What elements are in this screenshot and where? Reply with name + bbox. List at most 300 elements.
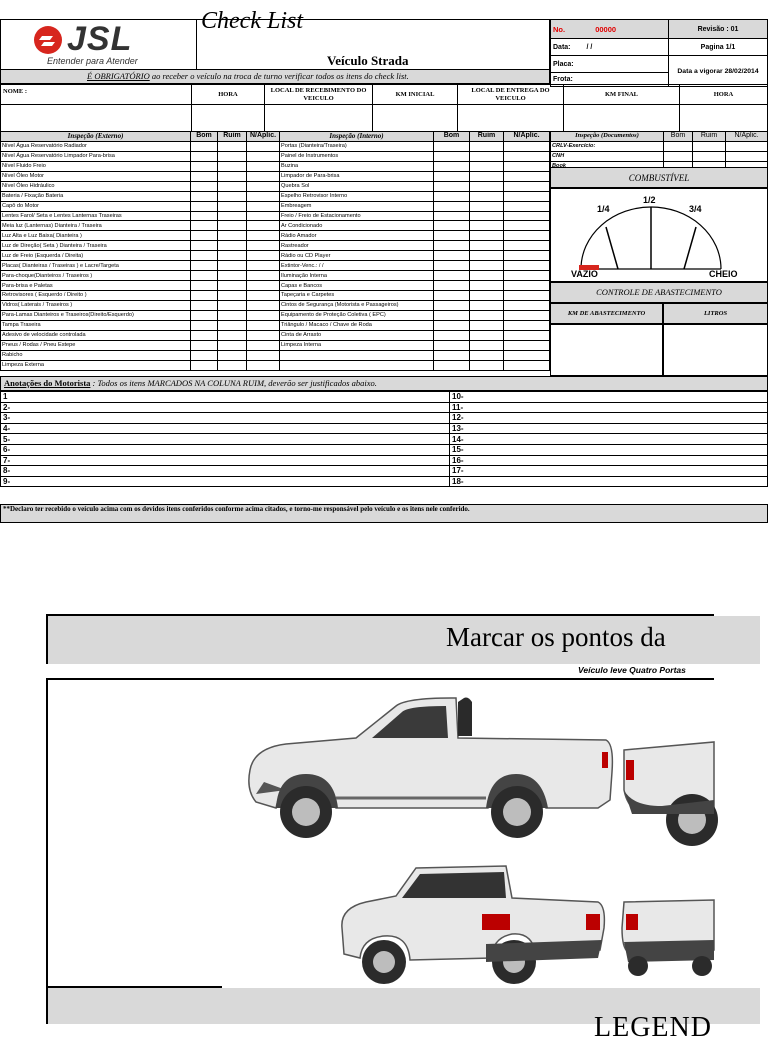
inspection-row	[1, 330, 550, 340]
anotacao-left-line[interactable]: 5-	[1, 434, 450, 445]
interno-item-label: Rádio Amador	[280, 231, 434, 241]
interno-bom-cell[interactable]	[434, 241, 470, 251]
vehicle-rear-view-illustration	[618, 888, 714, 978]
vehicle-three-quarter-illustration	[336, 858, 608, 988]
externo-naplic-cell[interactable]	[247, 161, 280, 171]
inspection-row	[1, 320, 550, 330]
externo-naplic-cell[interactable]	[247, 320, 280, 330]
externo-naplic-cell[interactable]	[247, 151, 280, 161]
fuel-empty-label: VAZIO	[571, 269, 598, 279]
externo-naplic-cell[interactable]	[247, 251, 280, 261]
externo-ruim-cell[interactable]	[218, 151, 247, 161]
anotacao-left-line[interactable]: 2-	[1, 402, 450, 413]
externo-bom-cell[interactable]	[191, 261, 218, 271]
externo-bom-cell[interactable]	[191, 211, 218, 221]
interno-ruim-cell[interactable]	[470, 291, 504, 301]
interno-bom-cell[interactable]	[434, 340, 470, 350]
interno-ruim-cell[interactable]	[470, 231, 504, 241]
anotacao-row	[1, 402, 768, 413]
interno-naplic-cell[interactable]	[504, 340, 550, 350]
externo-ruim-cell[interactable]	[218, 350, 247, 360]
externo-bom-cell[interactable]	[191, 171, 218, 181]
ruim-header-2: Ruim	[470, 132, 504, 142]
fuel-three-quarter-label: 3/4	[689, 204, 702, 214]
externo-naplic-cell[interactable]	[247, 171, 280, 181]
anotacao-right-line[interactable]: 12-	[450, 413, 768, 424]
externo-bom-cell[interactable]	[191, 340, 218, 350]
interno-naplic-cell[interactable]	[504, 320, 550, 330]
externo-naplic-cell[interactable]	[247, 221, 280, 231]
externo-bom-cell[interactable]	[191, 151, 218, 161]
km-abastecimento-field[interactable]	[550, 324, 663, 376]
interno-naplic-cell[interactable]	[504, 211, 550, 221]
externo-item-label: Placas( Dianteiras / Traseiras ) e Lacre/Targeta	[1, 261, 191, 271]
page2-title: Marcar os pontos da	[446, 622, 666, 652]
interno-ruim-cell[interactable]	[470, 320, 504, 330]
externo-bom-cell[interactable]	[191, 350, 218, 360]
documento-row	[551, 141, 768, 151]
anotacao-right-line[interactable]: 16-	[450, 455, 768, 466]
externo-ruim-cell[interactable]	[218, 241, 247, 251]
externo-item-label: Capô do Motor	[1, 201, 191, 211]
externo-ruim-cell[interactable]	[218, 330, 247, 340]
legend-bar	[48, 988, 760, 1043]
interno-item-label: Freio / Freio de Estacionamento	[280, 211, 434, 221]
externo-ruim-cell[interactable]	[218, 271, 247, 281]
interno-naplic-cell[interactable]	[504, 330, 550, 340]
externo-item-label: Meia luz (Lanternas) Dianteira / Traseira	[1, 221, 191, 231]
interno-bom-cell[interactable]	[434, 181, 470, 191]
anotacao-row	[1, 444, 768, 455]
externo-bom-cell[interactable]	[191, 271, 218, 281]
anotacao-right-line[interactable]: 17-	[450, 466, 768, 477]
inspection-row	[1, 251, 550, 261]
inspection-row	[1, 281, 550, 291]
interno-bom-cell[interactable]	[434, 221, 470, 231]
interno-ruim-cell[interactable]	[470, 221, 504, 231]
externo-bom-cell[interactable]	[191, 181, 218, 191]
anotacao-right-line[interactable]: 15-	[450, 444, 768, 455]
anotacao-right-line[interactable]: 10-	[450, 392, 768, 403]
fuel-half-label: 1/2	[643, 195, 656, 205]
interno-ruim-cell[interactable]	[470, 141, 504, 151]
interno-ruim-cell[interactable]	[470, 241, 504, 251]
info-table	[0, 84, 768, 132]
interno-bom-cell[interactable]	[434, 281, 470, 291]
fuel-gauge	[550, 188, 768, 282]
interno-ruim-cell[interactable]	[470, 181, 504, 191]
interno-bom-cell[interactable]	[434, 360, 470, 370]
externo-naplic-cell[interactable]	[247, 291, 280, 301]
naplic-header-2: N/Aplic.	[504, 132, 550, 142]
interno-item-label: Cinta de Arrasto	[280, 330, 434, 340]
interno-header: Inspeção (Interno)	[280, 132, 434, 142]
interno-ruim-cell[interactable]	[470, 251, 504, 261]
externo-item-label: Nível Óleo Motor	[1, 171, 191, 181]
title-box	[196, 8, 550, 69]
km-inicial-header: KM INICIAL	[373, 85, 458, 105]
anotacoes-label: Anotações do Motorista	[4, 378, 91, 388]
page2-subtitle: Veículo leve Quatro Portas	[578, 665, 686, 675]
interno-naplic-cell[interactable]	[504, 161, 550, 171]
externo-bom-cell[interactable]	[191, 291, 218, 301]
interno-bom-cell[interactable]	[434, 171, 470, 181]
km-final-field[interactable]	[564, 105, 680, 132]
externo-naplic-cell[interactable]	[247, 211, 280, 221]
interno-ruim-cell[interactable]	[470, 350, 504, 360]
interno-naplic-cell[interactable]	[504, 271, 550, 281]
interno-ruim-cell[interactable]	[470, 161, 504, 171]
externo-ruim-cell[interactable]	[218, 310, 247, 320]
nome-label: NOME :	[1, 85, 192, 105]
externo-item-label: Tampa Traseira	[1, 320, 191, 330]
interno-naplic-cell[interactable]	[504, 191, 550, 201]
externo-naplic-cell[interactable]	[247, 281, 280, 291]
interno-bom-cell[interactable]	[434, 201, 470, 211]
hora-field[interactable]	[192, 105, 265, 132]
interno-bom-cell[interactable]	[434, 141, 470, 151]
interno-item-label: Espelho Retrovisor Interno	[280, 191, 434, 201]
nome-field[interactable]	[1, 105, 192, 132]
interno-item-label	[280, 350, 434, 360]
externo-ruim-cell[interactable]	[218, 201, 247, 211]
hora-header: HORA	[192, 85, 265, 105]
km-inicial-field[interactable]	[373, 105, 458, 132]
interno-item-label: Quebra Sol	[280, 181, 434, 191]
externo-ruim-cell[interactable]	[218, 231, 247, 241]
hora-final-field[interactable]	[680, 105, 768, 132]
inspection-row	[1, 310, 550, 320]
interno-naplic-cell[interactable]	[504, 261, 550, 271]
inspection-table	[0, 131, 550, 371]
anotacao-left-line[interactable]: 9-	[1, 476, 450, 487]
inspection-row	[1, 360, 550, 370]
anotacao-left-line[interactable]: 4-	[1, 423, 450, 434]
interno-bom-cell[interactable]	[434, 191, 470, 201]
anotacao-left-line[interactable]: 3-	[1, 413, 450, 424]
externo-item-label: Nível Água Reservatório Limpador Para-brisa	[1, 151, 191, 161]
externo-item-label: Retrovisores ( Esquerdo / Direito )	[1, 291, 191, 301]
externo-item-label: Bateria / Fixação Bateria	[1, 191, 191, 201]
interno-naplic-cell[interactable]	[504, 281, 550, 291]
anotacao-right-line[interactable]: 14-	[450, 434, 768, 445]
documento-item-label: CRLV-Exercício:	[551, 141, 664, 151]
externo-ruim-cell[interactable]	[218, 191, 247, 201]
interno-naplic-cell[interactable]	[504, 181, 550, 191]
externo-item-label: Para-Lamas Dianteiros e Traseiros(Direito/Esquerdo)	[1, 310, 191, 320]
inspection-row	[1, 291, 550, 301]
inspection-row	[1, 261, 550, 271]
anotacao-row	[1, 392, 768, 403]
interno-naplic-cell[interactable]	[504, 141, 550, 151]
externo-ruim-cell[interactable]	[218, 211, 247, 221]
externo-item-label: Nível Água Reservatório Radiador	[1, 141, 191, 151]
frota-label[interactable]: Frota:	[551, 73, 669, 87]
interno-item-label	[280, 360, 434, 370]
litros-field[interactable]	[663, 324, 768, 376]
data-value[interactable]: / /	[586, 43, 593, 51]
doc-bom-header: Bom	[664, 132, 693, 142]
externo-ruim-cell[interactable]	[218, 141, 247, 151]
local-recebimento-field[interactable]	[265, 105, 373, 132]
placa-label[interactable]: Placa:	[551, 56, 669, 73]
anotacao-row	[1, 455, 768, 466]
documento-bom-cell[interactable]	[664, 151, 693, 161]
anotacao-right-line[interactable]: 11-	[450, 402, 768, 413]
local-entrega-field[interactable]	[458, 105, 564, 132]
interno-ruim-cell[interactable]	[470, 360, 504, 370]
interno-naplic-cell[interactable]	[504, 251, 550, 261]
interno-item-label: Rastreador	[280, 241, 434, 251]
externo-bom-cell[interactable]	[191, 221, 218, 231]
externo-naplic-cell[interactable]	[247, 191, 280, 201]
anotacao-left-line[interactable]: 6-	[1, 444, 450, 455]
anotacao-right-line[interactable]: 18-	[450, 476, 768, 487]
anotacao-row	[1, 423, 768, 434]
vehicle-title: Veículo Strada	[327, 53, 409, 68]
externo-bom-cell[interactable]	[191, 141, 218, 151]
page2-title-bar	[46, 616, 760, 664]
externo-naplic-cell[interactable]	[247, 141, 280, 151]
interno-ruim-cell[interactable]	[470, 300, 504, 310]
anotacoes-table	[0, 391, 768, 487]
interno-bom-cell[interactable]	[434, 330, 470, 340]
externo-ruim-cell[interactable]	[218, 171, 247, 181]
inspection-row	[1, 350, 550, 360]
externo-bom-cell[interactable]	[191, 191, 218, 201]
inspection-row	[1, 171, 550, 181]
externo-naplic-cell[interactable]	[247, 181, 280, 191]
inspection-row	[1, 340, 550, 350]
externo-item-label: Nível Óleo Hidráulico	[1, 181, 191, 191]
externo-ruim-cell[interactable]	[218, 261, 247, 271]
anotacoes-bar	[0, 376, 768, 391]
externo-bom-cell[interactable]	[191, 360, 218, 370]
interno-naplic-cell[interactable]	[504, 171, 550, 181]
interno-bom-cell[interactable]	[434, 300, 470, 310]
externo-item-label: Adesivo de velocidade controlada	[1, 330, 191, 340]
interno-item-label: Extintor-Venc.: / /	[280, 261, 434, 271]
interno-bom-cell[interactable]	[434, 271, 470, 281]
interno-ruim-cell[interactable]	[470, 330, 504, 340]
externo-naplic-cell[interactable]	[247, 360, 280, 370]
externo-ruim-cell[interactable]	[218, 251, 247, 261]
interno-bom-cell[interactable]	[434, 310, 470, 320]
page-title: Check List	[201, 8, 303, 34]
anotacao-right-line[interactable]: 13-	[450, 423, 768, 434]
externo-bom-cell[interactable]	[191, 201, 218, 211]
interno-bom-cell[interactable]	[434, 211, 470, 221]
naplic-header: N/Aplic.	[247, 132, 280, 142]
documento-naplic-cell[interactable]	[726, 151, 768, 161]
externo-header: Inspeção (Externo)	[1, 132, 191, 142]
notice-obrig: É OBRIGATÓRIO	[87, 71, 150, 81]
externo-ruim-cell[interactable]	[218, 320, 247, 330]
legend-title: LEGEND	[594, 1012, 712, 1043]
interno-bom-cell[interactable]	[434, 161, 470, 171]
interno-item-label: Painel de Instrumentos	[280, 151, 434, 161]
externo-naplic-cell[interactable]	[247, 271, 280, 281]
interno-naplic-cell[interactable]	[504, 221, 550, 231]
no-label: No.	[553, 24, 566, 34]
inspection-row	[1, 271, 550, 281]
interno-ruim-cell[interactable]	[470, 271, 504, 281]
notice-bar	[0, 69, 550, 84]
externo-bom-cell[interactable]	[191, 241, 218, 251]
doc-naplic-header: N/Aplic.	[726, 132, 768, 142]
data-vigorar: Data a vigorar 28/02/2014	[669, 56, 768, 87]
interno-ruim-cell[interactable]	[470, 261, 504, 271]
inspection-row	[1, 181, 550, 191]
externo-naplic-cell[interactable]	[247, 261, 280, 271]
documentos-table	[550, 131, 768, 172]
interno-item-label: Embreagem	[280, 201, 434, 211]
documento-ruim-cell[interactable]	[693, 141, 726, 151]
anotacao-left-line[interactable]: 8-	[1, 466, 450, 477]
externo-naplic-cell[interactable]	[247, 241, 280, 251]
interno-naplic-cell[interactable]	[504, 231, 550, 241]
interno-bom-cell[interactable]	[434, 151, 470, 161]
interno-bom-cell[interactable]	[434, 350, 470, 360]
interno-ruim-cell[interactable]	[470, 151, 504, 161]
externo-item-label: Lentes Farol/ Seta e Lentes Lanternas Traseiras	[1, 211, 191, 221]
declaracao-text: **Declaro ter recebido o veículo acima com os devidos itens conferidos conforme acima citados, e torno-me responsável pelo veículo e os itens nele conferido.	[3, 505, 470, 513]
interno-naplic-cell[interactable]	[504, 360, 550, 370]
interno-ruim-cell[interactable]	[470, 201, 504, 211]
externo-naplic-cell[interactable]	[247, 340, 280, 350]
externo-bom-cell[interactable]	[191, 320, 218, 330]
externo-ruim-cell[interactable]	[218, 181, 247, 191]
externo-ruim-cell[interactable]	[218, 300, 247, 310]
anotacao-row	[1, 413, 768, 424]
inspection-row	[1, 300, 550, 310]
anotacao-left-line[interactable]: 7-	[1, 455, 450, 466]
interno-item-label: Equipamento de Proteção Coletiva ( EPC)	[280, 310, 434, 320]
combustivel-header: COMBUSTÍVEL	[550, 167, 768, 188]
externo-ruim-cell[interactable]	[218, 281, 247, 291]
documento-naplic-cell[interactable]	[726, 141, 768, 151]
interno-bom-cell[interactable]	[434, 261, 470, 271]
interno-bom-cell[interactable]	[434, 320, 470, 330]
km-abastecimento-header: KM DE ABASTECIMENTO	[550, 303, 663, 324]
documento-bom-cell[interactable]	[664, 141, 693, 151]
externo-item-label: Para-choque(Dianteiros / Traseiros )	[1, 271, 191, 281]
inspection-row	[1, 191, 550, 201]
interno-naplic-cell[interactable]	[504, 151, 550, 161]
documento-item-label: CNH	[551, 151, 664, 161]
interno-bom-cell[interactable]	[434, 251, 470, 261]
fuel-quarter-label: 1/4	[597, 204, 610, 214]
anotacao-row	[1, 476, 768, 487]
externo-item-label: Luz de Freio (Esquerda / Direita)	[1, 251, 191, 261]
externo-bom-cell[interactable]	[191, 231, 218, 241]
notice-text: ao receber o veículo na troca de turno verificar todos os itens do check list.	[149, 71, 409, 81]
interno-item-label: Limpeza Interna	[280, 340, 434, 350]
externo-item-label: Luz Alta e Luz Baixa( Dianteira )	[1, 231, 191, 241]
page2-divider	[46, 678, 714, 680]
interno-ruim-cell[interactable]	[470, 191, 504, 201]
doc-ruim-header: Ruim	[693, 132, 726, 142]
externo-bom-cell[interactable]	[191, 161, 218, 171]
interno-naplic-cell[interactable]	[504, 201, 550, 211]
externo-bom-cell[interactable]	[191, 251, 218, 261]
externo-bom-cell[interactable]	[191, 281, 218, 291]
vehicle-rear-partial-illustration	[622, 730, 714, 850]
interno-item-label: Rádio ou CD Player	[280, 251, 434, 261]
externo-naplic-cell[interactable]	[247, 300, 280, 310]
fuel-full-label: CHEIO	[709, 269, 738, 279]
externo-ruim-cell[interactable]	[218, 360, 247, 370]
ruim-header: Ruim	[218, 132, 247, 142]
vehicle-side-left-illustration	[246, 690, 618, 850]
meta-table	[550, 19, 768, 87]
interno-naplic-cell[interactable]	[504, 300, 550, 310]
anotacao-row	[1, 466, 768, 477]
logo-tagline: Entender para Atender	[47, 56, 138, 66]
interno-item-label: Iluminação Interna	[280, 271, 434, 281]
externo-ruim-cell[interactable]	[218, 340, 247, 350]
documento-ruim-cell[interactable]	[693, 151, 726, 161]
interno-ruim-cell[interactable]	[470, 171, 504, 181]
interno-bom-cell[interactable]	[434, 291, 470, 301]
interno-bom-cell[interactable]	[434, 231, 470, 241]
interno-naplic-cell[interactable]	[504, 241, 550, 251]
anotacao-row	[1, 434, 768, 445]
externo-ruim-cell[interactable]	[218, 161, 247, 171]
inspection-row	[1, 141, 550, 151]
externo-bom-cell[interactable]	[191, 310, 218, 320]
pagina: Pagina 1/1	[669, 39, 768, 56]
externo-bom-cell[interactable]	[191, 330, 218, 340]
externo-item-label: Nível Fluido Freio	[1, 161, 191, 171]
bom-header-2: Bom	[434, 132, 470, 142]
interno-naplic-cell[interactable]	[504, 350, 550, 360]
externo-naplic-cell[interactable]	[247, 350, 280, 360]
externo-bom-cell[interactable]	[191, 300, 218, 310]
anotacoes-text: : Todos os itens MARCADOS NA COLUNA RUIM, deverão ser justificados abaixo.	[90, 378, 377, 388]
externo-naplic-cell[interactable]	[247, 310, 280, 320]
externo-ruim-cell[interactable]	[218, 291, 247, 301]
page2-left-border	[46, 678, 48, 1024]
externo-item-label: Pneus / Rodas / Pneu Estepe	[1, 340, 191, 350]
logo-box	[0, 19, 196, 69]
externo-naplic-cell[interactable]	[247, 330, 280, 340]
interno-ruim-cell[interactable]	[470, 211, 504, 221]
local-recebimento-header: LOCAL DE RECEBIMENTO DO VEICULO	[265, 85, 373, 105]
externo-item-label: Para-brisa e Paletas	[1, 281, 191, 291]
interno-item-label: Triângulo / Macaco / Chave de Roda	[280, 320, 434, 330]
no-value: 00000	[595, 24, 617, 34]
litros-header: LITROS	[663, 303, 768, 324]
anotacao-left-line[interactable]: 1	[1, 392, 450, 403]
externo-ruim-cell[interactable]	[218, 221, 247, 231]
inspection-row	[1, 201, 550, 211]
inspection-row	[1, 211, 550, 221]
interno-item-label: Capas e Bancos	[280, 281, 434, 291]
declaracao-bar	[0, 504, 768, 523]
externo-naplic-cell[interactable]	[247, 231, 280, 241]
externo-naplic-cell[interactable]	[247, 201, 280, 211]
interno-naplic-cell[interactable]	[504, 310, 550, 320]
externo-item-label: Luz de Direção( Seta ) Dianteira / Traseira	[1, 241, 191, 251]
inspection-row	[1, 161, 550, 171]
interno-ruim-cell[interactable]	[470, 310, 504, 320]
interno-ruim-cell[interactable]	[470, 340, 504, 350]
documento-row	[551, 151, 768, 161]
fuel-gauge-icon	[551, 189, 767, 281]
interno-naplic-cell[interactable]	[504, 291, 550, 301]
interno-ruim-cell[interactable]	[470, 281, 504, 291]
